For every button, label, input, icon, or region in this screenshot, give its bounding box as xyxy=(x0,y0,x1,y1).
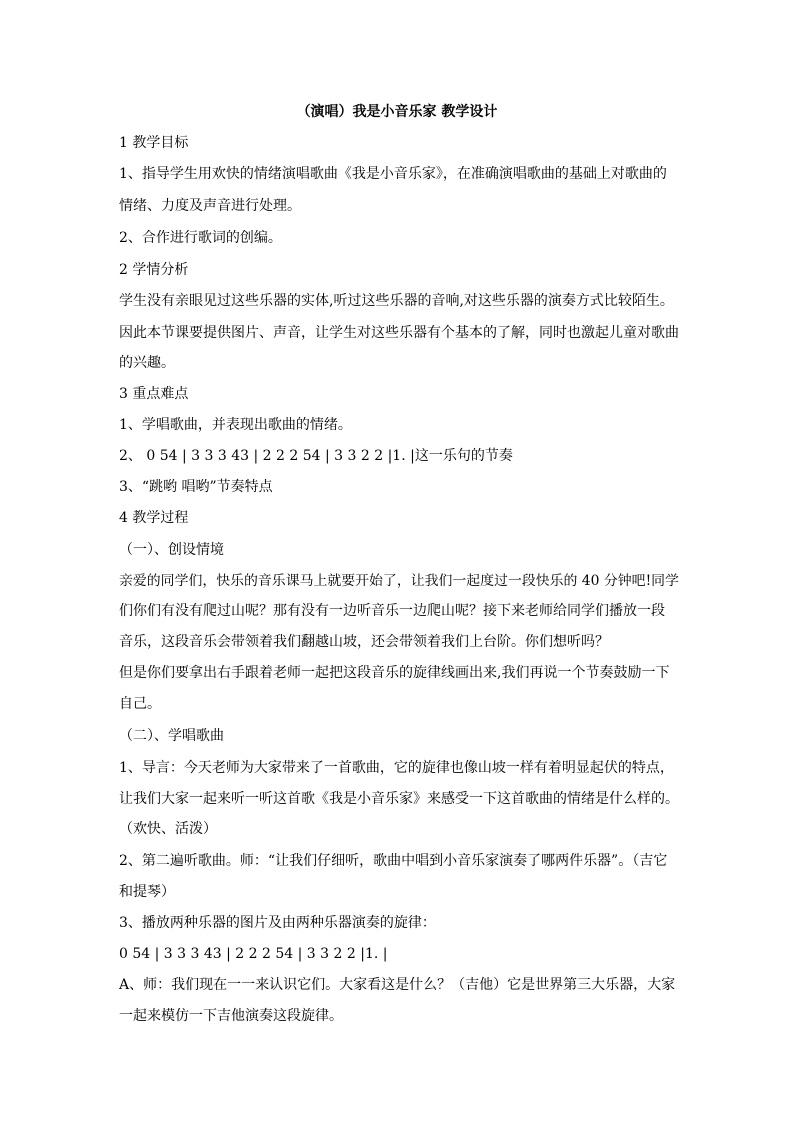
subheading-learn-song: （二）、学唱歌曲 xyxy=(119,728,224,744)
paragraph-line: 因此本节课要提供图片、声音，让学生对这些乐器有个基本的了解，同时也激起儿童对歌曲 xyxy=(119,325,679,341)
paragraph-line: 自己。 xyxy=(119,696,161,712)
paragraph-line: 们你们有没有爬过山呢？那有没有一边听音乐一边爬山呢？接下来老师给同学们播放一段 xyxy=(119,603,665,619)
paragraph-line: 一起来模仿一下吉他演奏这段旋律。 xyxy=(119,1008,343,1024)
paragraph-line: 1、学唱歌曲，并表现出歌曲的情绪。 xyxy=(119,417,352,433)
paragraph-line: 1、导言：今天老师为大家带来了一首歌曲，它的旋律也像山坡一样有着明显起伏的特点， xyxy=(119,760,674,776)
paragraph-line: 但是你们要拿出右手跟着老师一起把这段音乐的旋律线画出来,我们再说一个节奏鼓励一下 xyxy=(119,665,670,681)
paragraph-line: 和提琴） xyxy=(119,884,175,900)
paragraph-line: 3、播放两种乐器的图片及由两种乐器演奏的旋律： xyxy=(119,915,436,931)
rhythm-notation-line: 0 54 | 3 3 3 43 | 2 2 2 54 | 3 3 2 2 |1. | xyxy=(119,946,388,962)
rhythm-notation-line: 2、 0 54 | 3 3 3 43 | 2 2 2 54 | 3 3 2 2 |1. |这一乐句的节奏 xyxy=(119,448,513,464)
heading-teaching-goals: 1 教学目标 xyxy=(119,135,189,151)
subheading-scenario: （一）、创设情境 xyxy=(119,542,224,558)
paragraph-line: 音乐，这段音乐会带领着我们翻越山坡，还会带领着我们上台阶。你们想听吗？ xyxy=(119,634,609,650)
paragraph-line: 3、“跳哟 唱哟”节奏特点 xyxy=(119,479,273,495)
paragraph-line: 2、合作进行歌词的创编。 xyxy=(119,230,282,246)
paragraph-line: 2、第二遍听歌曲。师：“让我们仔细听，歌曲中唱到小音乐家演奏了哪两件乐器”。（吉它 xyxy=(119,853,668,869)
paragraph-line: 的兴趣。 xyxy=(119,355,175,371)
paragraph-line: 学生没有亲眼见过这些乐器的实体,听过这些乐器的音响,对这些乐器的演奏方式比较陌生。 xyxy=(119,293,674,309)
heading-teaching-process: 4 教学过程 xyxy=(119,510,189,526)
paragraph-line: 亲爱的同学们，快乐的音乐课马上就要开始了，让我们一起度过一段快乐的 40 分钟吧!同学 xyxy=(119,573,679,589)
document-title: （演唱）我是小音乐家 教学设计 xyxy=(296,104,498,120)
paragraph-line: （欢快、活泼） xyxy=(119,821,217,837)
paragraph-line: 让我们大家一起来听一听这首歌《我是小音乐家》来感受一下这首歌曲的情绪是什么样的。 xyxy=(119,791,679,807)
paragraph-line: 情绪、力度及声音进行处理。 xyxy=(119,198,301,214)
heading-student-analysis: 2 学情分析 xyxy=(119,262,189,278)
heading-key-points: 3 重点难点 xyxy=(119,386,189,402)
paragraph-line: A、师：我们现在一一来认识它们。大家看这是什么？（吉他）它是世界第三大乐器，大家 xyxy=(119,977,676,993)
paragraph-line: 1、指导学生用欢快的情绪演唱歌曲《我是小音乐家》，在准确演唱歌曲的基础上对歌曲的 xyxy=(119,166,667,182)
